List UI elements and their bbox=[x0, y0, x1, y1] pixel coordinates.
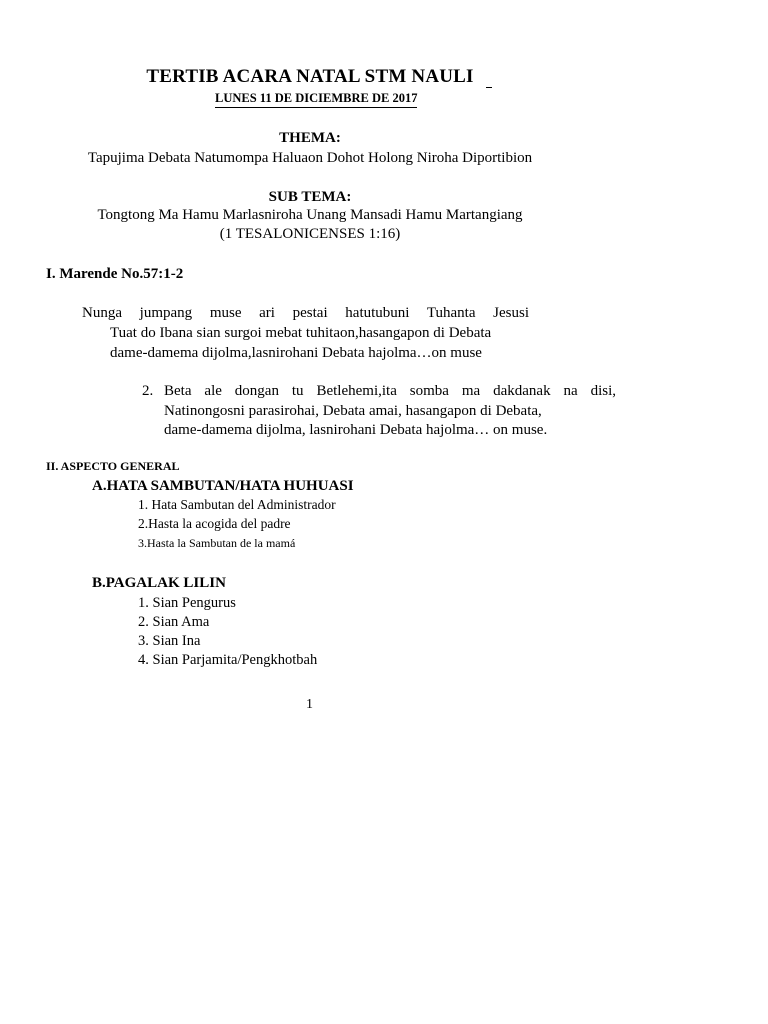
subtema-reference: (1 TESALONICENSES 1:16) bbox=[219, 226, 401, 242]
event-date: LUNES 11 DE DICIEMBRE DE 2017 bbox=[215, 91, 417, 108]
verse1-line-1: Nunga jumpang muse ari pestai hatutubuni Tuhanta Jesusi bbox=[82, 305, 529, 321]
subtema-text: Tongtong Ma Hamu Marlasniroha Unang Mansadi Hamu Martangiang bbox=[97, 207, 523, 223]
subsection-b-item-4: 4. Sian Parjamita/Pengkhotbah bbox=[138, 652, 318, 668]
subsection-a-item-1: 1. Hata Sambutan del Administrador bbox=[138, 497, 336, 512]
subsection-b-item-1: 1. Sian Pengurus bbox=[138, 595, 236, 611]
thema-heading: THEMA: bbox=[279, 130, 341, 146]
subtema-heading: SUB TEMA: bbox=[268, 189, 352, 205]
subsection-a-item-2: 2.Hasta la acogida del padre bbox=[138, 516, 291, 531]
section2-heading: II. ASPECTO GENERAL bbox=[46, 459, 180, 473]
document-title: TERTIB ACARA NATAL STM NAULI bbox=[146, 66, 474, 87]
thema-text: Tapujima Debata Natumompa Haluaon Dohot Holong Niroha Diportibion bbox=[87, 150, 533, 166]
verse2-line bbox=[164, 381, 616, 401]
subsection-b-item-3: 3. Sian Ina bbox=[138, 633, 201, 649]
verse1-line-2: Tuat do Ibana sian surgoi mebat tuhitaon,hasangapon di Debata bbox=[110, 325, 492, 341]
verse1-line bbox=[82, 303, 529, 323]
subsection-b-item-2: 2. Sian Ama bbox=[138, 614, 210, 630]
verse2-line-1: Beta ale dongan tu Betlehemi,ita somba ma dakdanak na disi, bbox=[164, 383, 616, 399]
subsection-b-heading: B.PAGALAK LILIN bbox=[92, 575, 226, 591]
section1-heading: I. Marende No.57:1-2 bbox=[46, 266, 184, 282]
page-number: 1 bbox=[306, 697, 313, 712]
title-underscore bbox=[486, 87, 492, 88]
verse2-number: 2. bbox=[142, 383, 154, 399]
subsection-a-heading: A.HATA SAMBUTAN/HATA HUHUASI bbox=[92, 478, 354, 494]
subsection-a-item-3: 3.Hasta la Sambutan de la mamá bbox=[138, 536, 296, 550]
verse2-line-2: Natinongosni parasirohai, Debata amai, hasangapon di Debata, bbox=[164, 403, 542, 419]
verse2-line-3: dame-damema dijolma, lasnirohani Debata hajolma… on muse. bbox=[164, 422, 548, 438]
verse1-line-3: dame-damema dijolma,lasnirohani Debata hajolma…on muse bbox=[110, 345, 482, 361]
